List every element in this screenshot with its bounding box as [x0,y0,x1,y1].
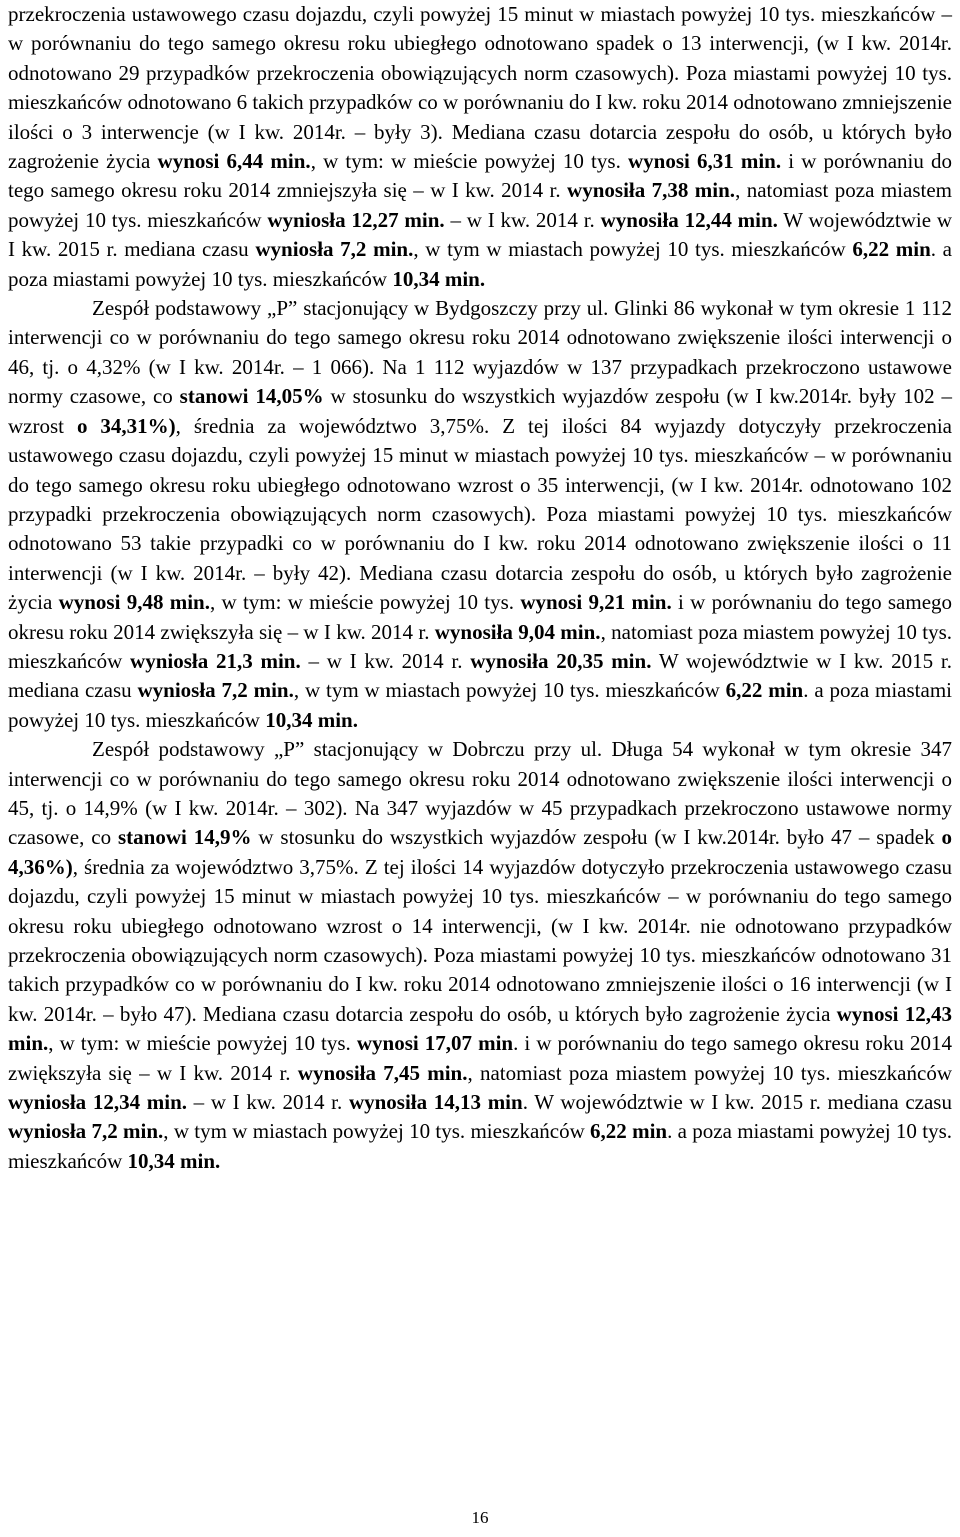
text-run: – w I kw. 2014 r. [187,1090,349,1115]
bold-text-run: 10,34 min. [392,266,486,291]
bold-text-run: wyniosła 7,2 min. [8,1119,164,1144]
text-run: W województwie w I kw. 2015 r. mediana czasu [8,648,952,703]
bold-text-run: wynosiła 20,35 min. [470,648,652,673]
paragraph-bydgoszcz [8,294,952,735]
paragraph-continuation [8,0,952,294]
text-run: – w I kw. 2014 r. [444,207,601,232]
text-run: , w tym: w mieście powyżej 10 tys. [310,149,628,174]
document-body [8,0,952,1176]
bold-text-run: wynosi 17,07 min [356,1031,514,1056]
bold-text-run: wynosiła 12,44 min. [600,207,778,232]
bold-text-run: wynosi 9,48 min. [58,590,210,615]
bold-text-run: 6,22 min [852,237,931,262]
text-run: , w tym w miastach powyżej 10 tys. mieszkańców [413,237,853,262]
text-run: . i w porównaniu do tego samego okresu roku 2014 zwiększyła się – w I kw. 2014 r. [8,1031,952,1085]
bold-text-run: stanowi 14,05% [179,384,324,409]
text-run: w stosunku do wszystkich wyjazdów zespołu (w I kw.2014r. było 47 – spadek [251,825,942,850]
text-run: – w I kw. 2014 r. [300,648,471,673]
text-run: przekroczenia ustawowego czasu dojazdu, czyli powyżej 15 minut w miastach powyżej 10 tys. mieszkańców – w porównaniu do tego samego okresu roku ubiegłego odnotowano spadek o 13 interwencji, (w I kw. 2014r. odnotowano 29 przypadków przekroczenia obowiązujących norm czasowych). Poza miastami powyżej 10 tys. mieszkańców odnotowano 6 takich przypadków co w porównaniu do I kw. roku 2014 odnotowano zmniejszenie ilości o 3 interwencje (w I kw. 2014r. – były 3). Mediana czasu dotarcia zespołu do osób, u których było zagrożenie życia [8,2,952,174]
text-run: . a poza miastami powyżej 10 tys. mieszkańców [8,678,952,732]
bold-text-run: wynosi 6,31 min. [627,149,782,174]
bold-text-run: 6,22 min [725,678,804,703]
bold-text-run: 10,34 min. [265,707,358,732]
bold-text-run: 6,22 min [590,1119,668,1144]
bold-text-run: o 34,31%) [76,413,176,438]
bold-text-run: wynosiła 7,45 min. [297,1060,468,1085]
bold-text-run: wyniosła 12,34 min. [8,1090,188,1115]
bold-text-run: wynosiła 7,38 min. [567,178,736,203]
text-run: , w tym: w mieście powyżej 10 tys. [210,590,521,615]
text-run: , w tym w miastach powyżej 10 tys. mieszkańców [293,678,726,703]
text-run: , średnia za województwo 3,75%. Z tej ilości 14 wyjazdów dotyczyło przekroczenia ustawowego czasu dojazdu, czyli powyżej 15 minut w miastach powyżej 10 tys. mieszkańców – w porównaniu do tego samego okresu roku ubiegłego odnotowano wzrost o 14 interwencji, (w I kw. 2014r. nie odnotowano przypadków przekroczenia obowiązujących norm czasowych). Poza miastami powyżej 10 tys. mieszkańców odnotowano 31 takich przypadków co w porównaniu do I kw. roku 2014 odnotowano zmniejszenie ilości o 16 interwencji (w I kw. 2014r. – było 47). Mediana czasu dotarcia zespołu do osób, u których było zagrożenie życia [8,854,952,1026]
bold-text-run: wynosi 12,43 min. [8,1001,952,1056]
bold-text-run: o 4,36%) [8,825,952,879]
bold-text-run: wyniosła 12,27 min. [267,207,445,232]
text-run: . W województwie w I kw. 2015 r. mediana czasu [522,1090,952,1115]
bold-text-run: wyniosła 7,2 min. [137,678,294,703]
text-run: , natomiast poza miastem powyżej 10 tys. mieszkańców [8,178,952,232]
text-run: , średnia za województwo 3,75%. Z tej ilości 84 wyjazdy dotyczyły przekroczenia ustawowego czasu dojazdu, czyli powyżej 15 minut w miastach powyżej 10 tys. mieszkańców – w porównaniu do tego samego okresu roku ubiegłego odnotowano wzrost o 35 interwencji, (w I kw. 2014r. odnotowano 102 przypadki przekroczenia obowiązujących norm czasowych). Poza miastami powyżej 10 tys. mieszkańców odnotowano 53 takie przypadki co w porównaniu do I kw. roku 2014 odnotowano zwiększenie ilości o 11 interwencji (w I kw. 2014r. – były 42). Mediana czasu dotarcia zespołu do osób, u których było zagrożenie życia [8,413,952,615]
text-run: , natomiast poza miastem powyżej 10 tys. mieszkańców [467,1060,952,1085]
bold-text-run: wynosiła 14,13 min [348,1090,523,1115]
page-number: 16 [471,1508,489,1527]
text-run: , natomiast poza miastem powyżej 10 tys. mieszkańców [8,619,952,673]
text-run: . a poza miastami powyżej 10 tys. mieszkańców [8,1119,952,1173]
paragraph-dobrcz [8,735,952,1176]
bold-text-run: wyniosła 7,2 min. [255,237,414,262]
text-run: , w tym: w mieście powyżej 10 tys. [48,1031,357,1056]
text-run: i w porównaniu do tego samego okresu roku 2014 zmniejszyła się – w I kw. 2014 r. [8,149,953,203]
bold-text-run: wynosi 6,44 min. [157,149,311,174]
text-run: . a poza miastami powyżej 10 tys. mieszkańców [8,237,952,291]
text-run: Zespół podstawowy „P” stacjonujący w Dobrczu przy ul. Długa 54 wykonał w tym okresie 347 interwencji co w porównaniu do tego samego okresu roku 2014 odnotowano zwiększenie ilości interwencji o 45, tj. o 14,9% (w I kw. 2014r. – 302). Na 347 wyjazdów w 45 przypadkach przekroczono ustawowe normy czasowe, co [8,737,952,850]
bold-text-run: wyniosła 21,3 min. [130,648,301,673]
bold-text-run: wynosi 9,21 min. [520,590,672,615]
bold-text-run: 10,34 min. [127,1148,221,1173]
bold-text-run: wynosiła 9,04 min. [434,619,601,644]
text-run: W województwie w I kw. 2015 r. mediana czasu [8,207,952,262]
text-run: i w porównaniu do tego samego okresu roku 2014 zwiększyła się – w I kw. 2014 r. [8,590,953,644]
text-run: Zespół podstawowy „P” stacjonujący w Bydgoszczy przy ul. Glinki 86 wykonał w tym okresie 1 112 interwencji co w porównaniu do tego samego okresu roku 2014 odnotowano zwiększenie ilości interwencji o 46, tj. o 4,32% (w I kw. 2014r. – 1 066). Na 1 112 wyjazdów w 137 przypadkach przekroczono ustawowe normy czasowe, co [8,296,952,409]
text-run: , w tym w miastach powyżej 10 tys. mieszkańców [163,1119,591,1144]
bold-text-run: stanowi 14,9% [117,825,252,850]
text-run: w stosunku do wszystkich wyjazdów zespołu (w I kw.2014r. były 102 – wzrost [8,384,952,438]
